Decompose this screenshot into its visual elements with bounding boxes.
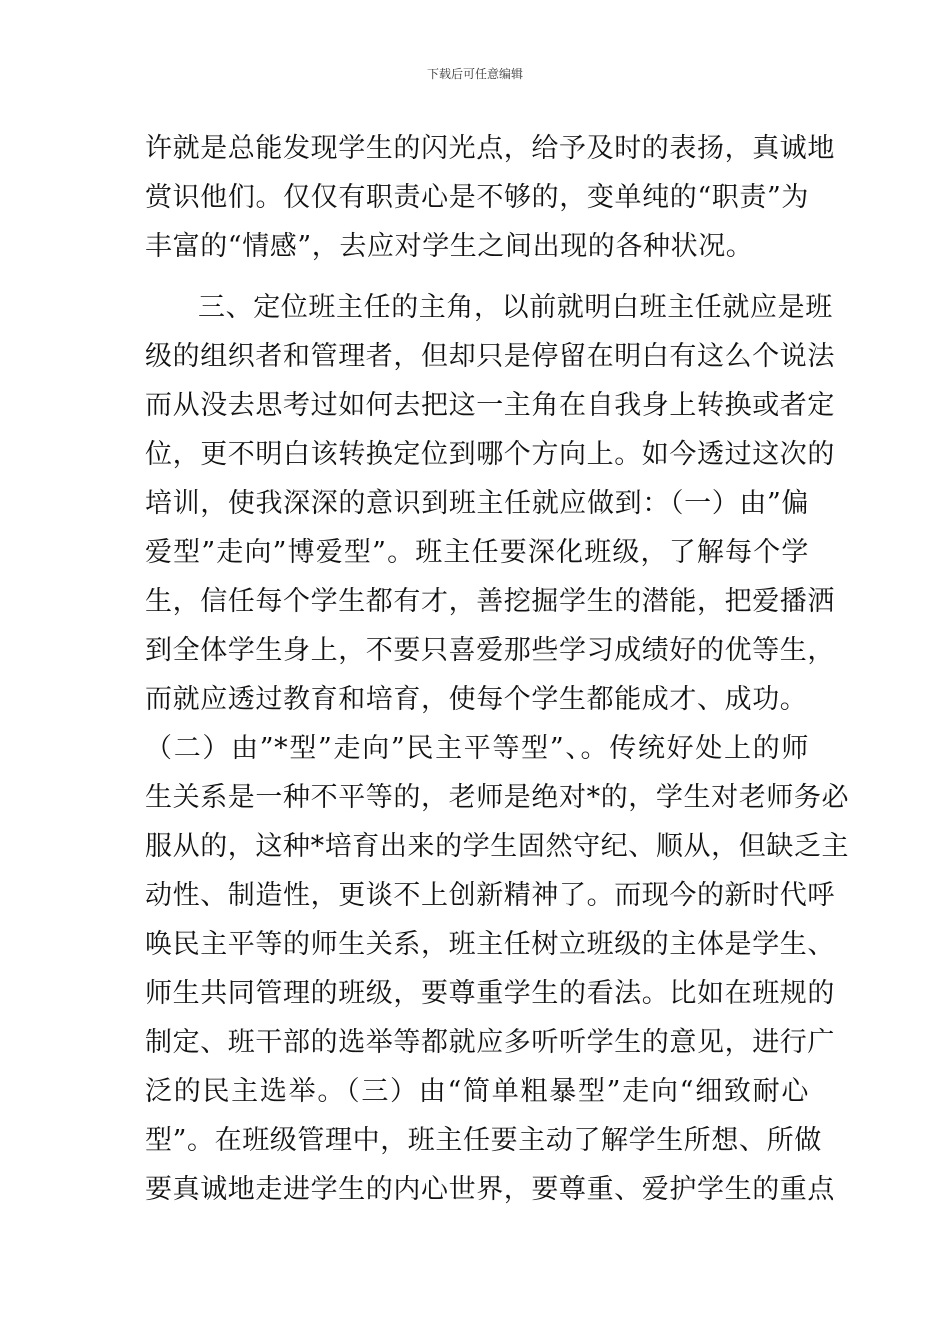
text-line: 丰富的“情感”，去应对学生之间出现的各种状况。 xyxy=(145,231,754,262)
text-line: 级的组织者和管理者，但却只是停留在明白有这么个说法 xyxy=(145,341,835,372)
text-line: 生，信任每个学生都有才，善挖掘学生的潜能，把爱播洒 xyxy=(145,586,835,617)
text-line: 而就应透过教育和培育，使每个学生都能成才、成功。 xyxy=(145,684,808,715)
text-line: （二）由”*型”走向”民主平等型”、。传统好处上的师 xyxy=(145,733,809,764)
document-body xyxy=(145,124,850,1214)
text-line: 培训，使我深深的意识到班主任就应做到：（一）由”偏 xyxy=(145,488,809,519)
text-line: 型”。在班级管理中，班主任要主动了解学生所想、所做 xyxy=(145,1125,822,1156)
text-line: 生关系是一种不平等的，老师是绝对*的，学生对老师务必 xyxy=(145,782,850,813)
text-line: 三、定位班主任的主角，以前就明白班主任就应是班 xyxy=(198,292,833,323)
text-line: 要真诚地走进学生的内心世界，要尊重、爱护学生的重点 xyxy=(145,1174,835,1205)
text-line: 位，更不明白该转换定位到哪个方向上。如今透过这次的 xyxy=(145,439,835,470)
text-line: 赏识他们。仅仅有职责心是不够的，变单纯的“职责”为 xyxy=(145,182,809,213)
text-line: 动性、制造性，更谈不上创新精神了。而现今的新时代呼 xyxy=(145,880,835,911)
page-header: 下载后可任意编辑 xyxy=(426,67,523,81)
text-line: 泛的民主选举。（三）由“简单粗暴型”走向“细致耐心 xyxy=(145,1076,809,1107)
text-line: 许就是总能发现学生的闪光点，给予及时的表扬，真诚地 xyxy=(145,133,835,164)
text-line: 而从没去思考过如何去把这一主角在自我身上转换或者定 xyxy=(145,390,835,421)
text-line: 爱型”走向”博爱型”。班主任要深化班级，了解每个学 xyxy=(145,537,809,568)
text-line: 唤民主平等的师生关系，班主任树立班级的主体是学生、 xyxy=(145,929,835,960)
text-line: 师生共同管理的班级，要尊重学生的看法。比如在班规的 xyxy=(145,978,835,1009)
text-line: 到全体学生身上，不要只喜爱那些学习成绩好的优等生， xyxy=(145,635,835,666)
text-line: 制定、班干部的选举等都就应多听听学生的意见，进行广 xyxy=(145,1027,835,1058)
text-line: 服从的，这种*培育出来的学生固然守纪、顺从，但缺乏主 xyxy=(145,831,850,862)
